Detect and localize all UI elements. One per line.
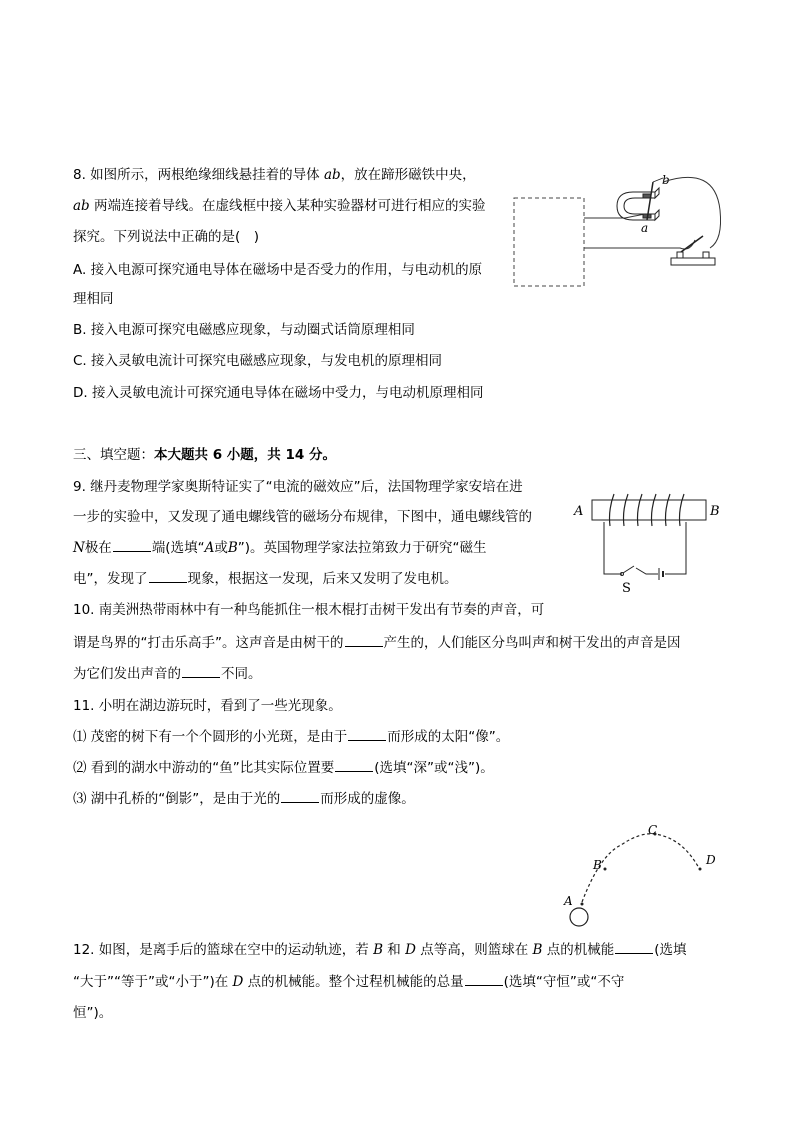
basketball-icon	[570, 908, 588, 926]
q9-line-3: N极在 端(选填“A或B”)。英国物理学家法拉第致力于研究“磁生	[73, 540, 487, 556]
q12-label-A: A	[564, 894, 573, 908]
q9-label-S: S	[622, 581, 631, 596]
q8-label-a: a	[641, 221, 649, 235]
q9-figure	[570, 492, 730, 596]
point-D	[699, 868, 702, 871]
q11-blank-1[interactable]	[348, 728, 386, 741]
q11-line-1: 11. 小明在湖边游玩时，看到了一些光现象。	[73, 698, 342, 714]
q11-sub-2: ⑵ 看到的湖水中游动的“鱼”比其实际位置要 (选填“深”或“浅”)。	[73, 760, 494, 776]
q10-line-2: 谓是鸟界的“打击乐高手”。这声音是由树干的 产生的，人们能区分鸟叫声和树干发出的声音是因	[73, 635, 681, 651]
point-A	[581, 903, 584, 906]
q9-label-A: A	[574, 504, 584, 519]
q11-sub-1: ⑴ 茂密的树下有一个个圆形的小光斑，是由于 而形成的太阳“像”。	[73, 729, 510, 745]
q12-label-C: C	[648, 823, 658, 837]
q8-option-b: B. 接入电源可探究电磁感应现象，与动圈式话筒原理相同	[73, 322, 415, 338]
q9-circuit-wire	[604, 522, 686, 574]
q12-label-B: B	[593, 858, 602, 872]
q12-blank-2[interactable]	[465, 973, 503, 986]
q9-blank-1[interactable]	[113, 539, 151, 552]
q8-option-c: C. 接入灵敏电流计可探究电磁感应现象，与发电机的原理相同	[73, 353, 443, 369]
q8-stem-line-2: ab 两端连接着导线。在虚线框中接入某种实验器材可进行相应的实验	[73, 198, 486, 214]
q11-blank-2[interactable]	[335, 759, 373, 772]
q12-figure	[555, 820, 730, 930]
point-B	[604, 868, 607, 871]
q12-line-2: “大于”“等于”或“小于”)在 D 点的机械能。整个过程机械能的总量 (选填“守恒”或“不守	[73, 974, 625, 990]
q8-dashed-box	[514, 198, 584, 286]
q8-wire-right	[663, 177, 721, 248]
q12-blank-1[interactable]	[615, 941, 653, 954]
q12-label-D: D	[706, 853, 716, 867]
switch-icon	[671, 236, 715, 265]
q8-wire-top	[584, 214, 645, 218]
q8-option-d: D. 接入灵敏电流计可探究通电导体在磁场中受力，与电动机原理相同	[73, 385, 484, 401]
q12-line-1: 12. 如图，是离手后的篮球在空中的运动轨迹，若 B 和 D 点等高，则篮球在 B 点的机械能 (选填	[73, 942, 687, 958]
q9-line-1: 9. 继丹麦物理学家奥斯特证实了“电流的磁效应”后，法国物理学家安培在进	[73, 479, 523, 495]
section-3-heading: 三、填空题：本大题共 6 小题，共 14 分。	[73, 447, 336, 463]
q10-blank-1[interactable]	[345, 634, 383, 647]
solenoid-coil-icon	[610, 494, 685, 526]
q8-wire-bottom	[584, 240, 695, 249]
q8-stem-line-1: 8. 如图所示，两根绝缘细线悬挂着的导体 ab，放在蹄形磁铁中央，	[73, 167, 476, 183]
q10-line-1: 10. 南美洲热带雨林中有一种鸟能抓住一根木棍打击树干发出有节奏的声音，可	[73, 602, 545, 618]
q8-stem-line-3: 探究。下列说法中正确的是( )	[73, 229, 260, 245]
q9-blank-2[interactable]	[149, 570, 187, 583]
q12-line-3: 恒”)。	[73, 1005, 113, 1021]
q8-label-b: b	[662, 173, 670, 187]
q9-line-4: 电”，发现了 现象，根据这一发现，后来又发明了发电机。	[73, 571, 458, 587]
q11-blank-3[interactable]	[281, 790, 319, 803]
q8-option-a: A. 接入电源可探究通电导体在磁场中是否受力的作用，与电动机的原	[73, 262, 483, 278]
battery-icon	[659, 568, 663, 580]
switch-icon	[621, 566, 635, 576]
q8-figure	[505, 170, 735, 295]
q11-sub-3: ⑶ 湖中孔桥的“倒影”，是由于光的 而形成的虚像。	[73, 791, 415, 807]
q9-line-2: 一步的实验中，又发现了通电螺线管的磁场分布规律，下图中，通电螺线管的	[73, 509, 532, 525]
q9-label-B: B	[710, 504, 720, 519]
q10-blank-2[interactable]	[182, 665, 220, 678]
q8-option-a-cont: 理相同	[73, 291, 114, 307]
q10-line-3: 为它们发出声音的 不同。	[73, 666, 262, 682]
